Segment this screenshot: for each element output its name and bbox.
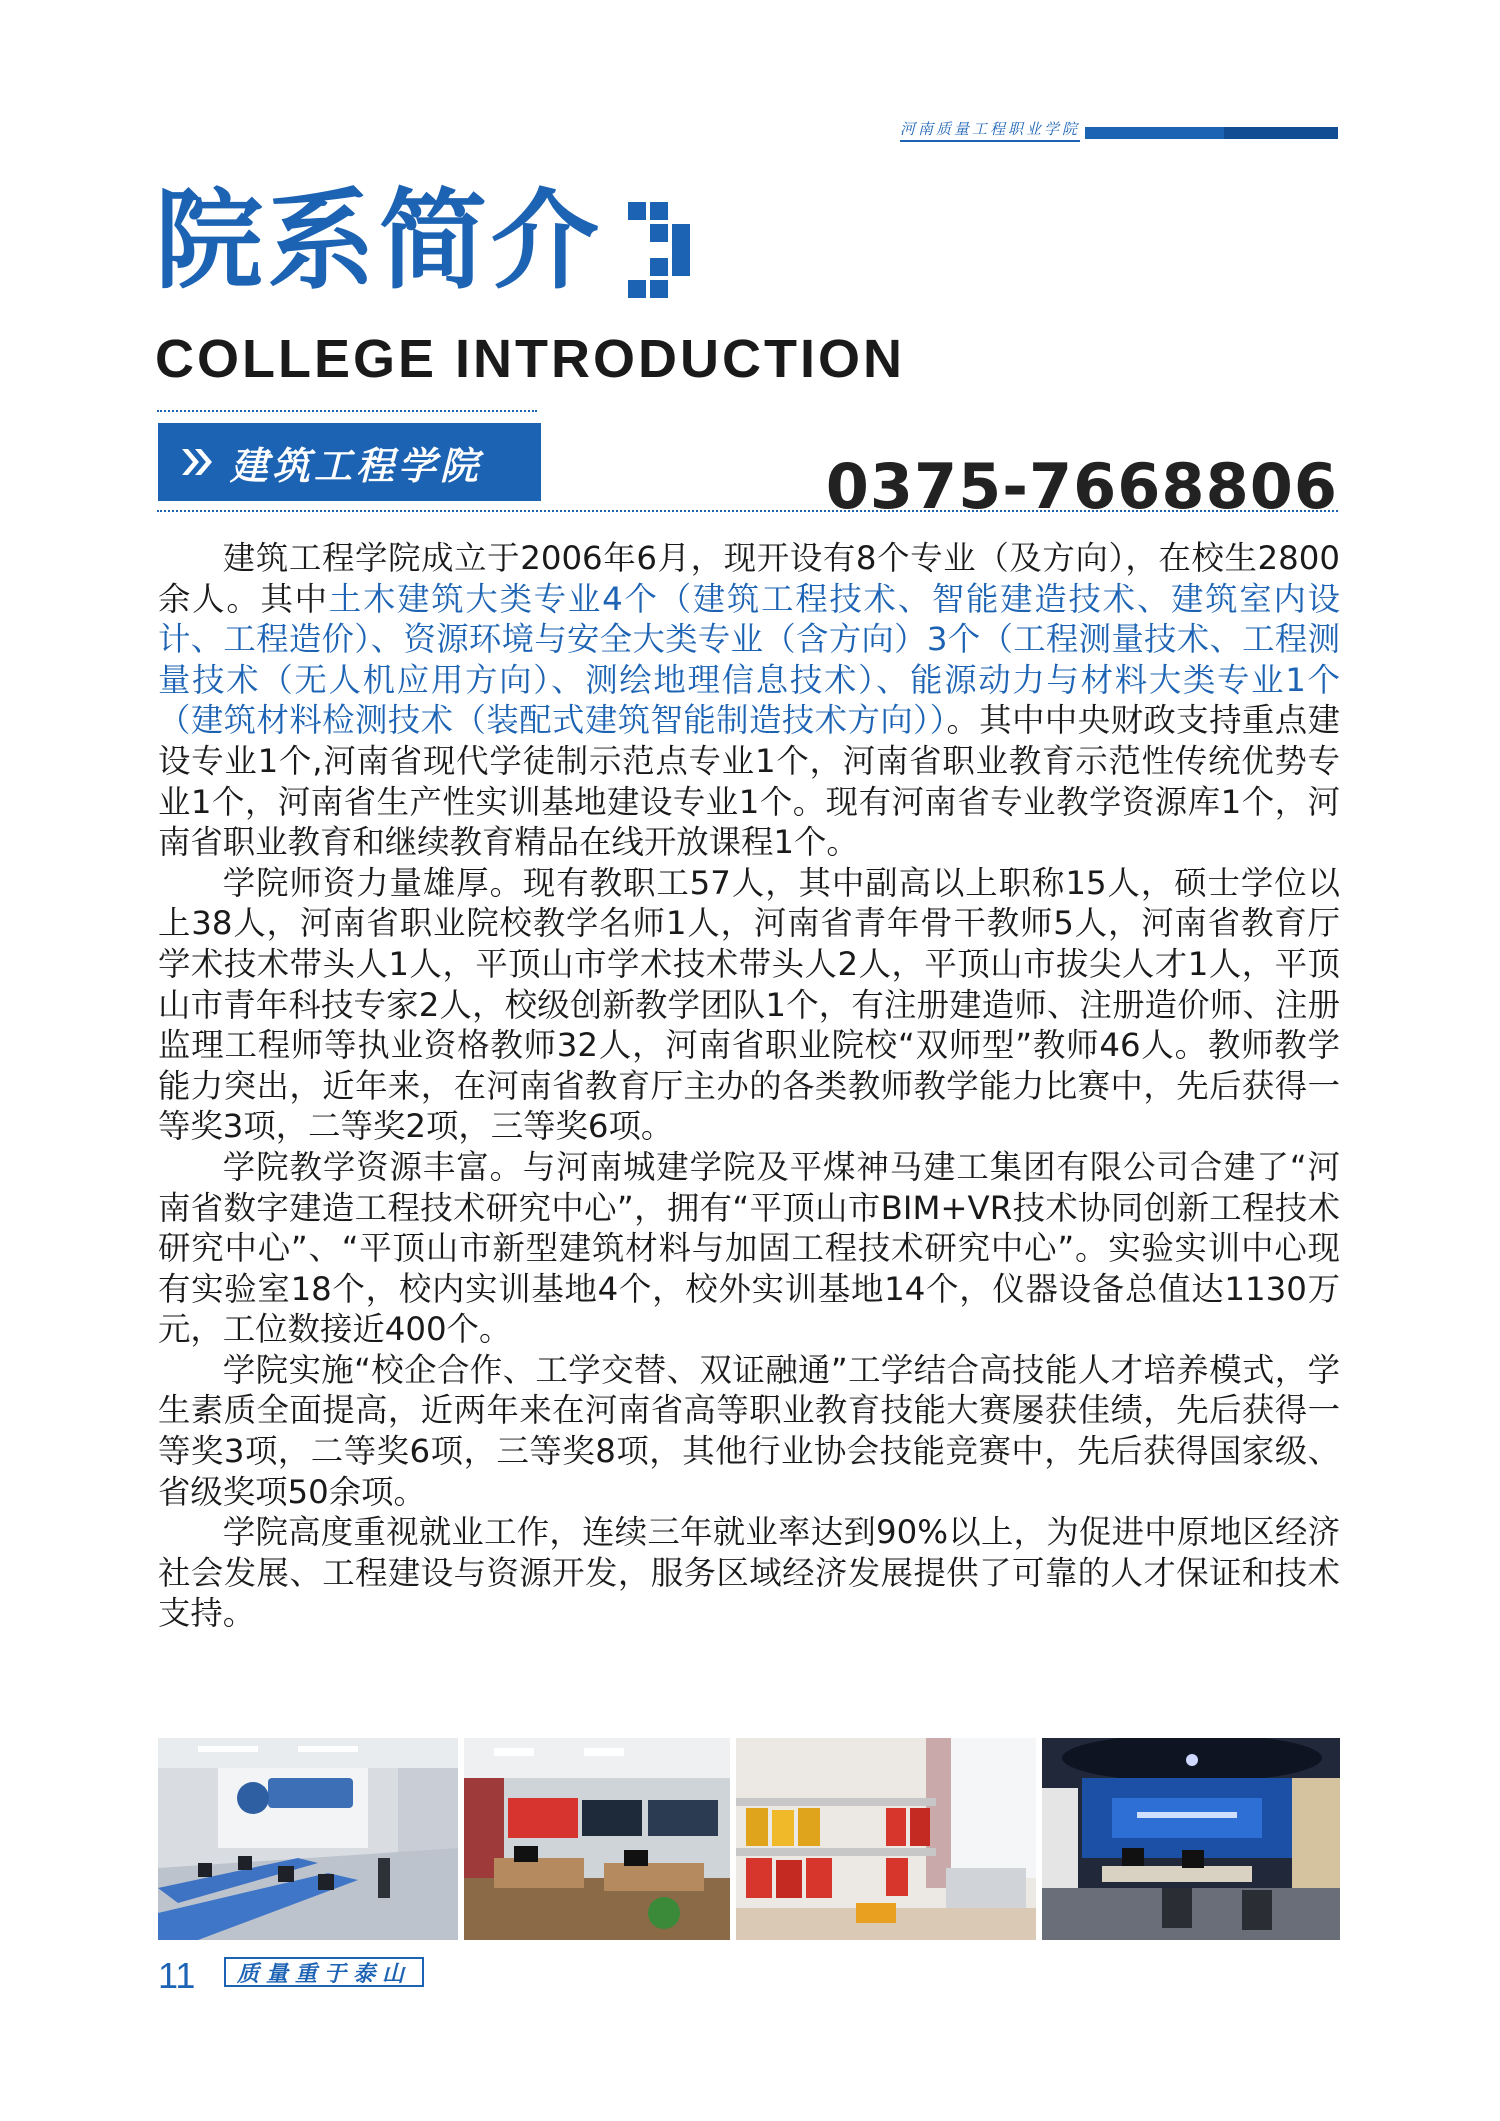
photo-smart-classroom: [464, 1738, 730, 1940]
dotted-divider-bottom: [157, 510, 1338, 512]
body-text: [158, 538, 1340, 1634]
paragraph-1-rest: 。其中中央财政支持重点建设专业1个,河南省现代学徒制示范点专业1个，河南省职业教育示范性传统优势专业1个，河南省生产性实训基地建设专业1个。现有河南省专业教学资源库1个，河南省职业教育和继续教育精品在线开放课程1个。: [158, 701, 1340, 862]
section-banner: [158, 423, 541, 501]
paragraph-1: [158, 538, 1340, 863]
paragraph-5: 学院高度重视就业工作，连续三年就业率达到90%以上，为促进中原地区经济社会发展、工程建设与资源开发，服务区域经济发展提供了可靠的人才保证和技术支持。: [158, 1513, 1340, 1633]
double-chevron-icon: [180, 447, 214, 477]
page-title-cn: 院系简介: [155, 179, 604, 304]
photo-digital-lab: [1042, 1738, 1340, 1940]
dotted-divider-top: [157, 410, 537, 412]
page-title-en: COLLEGE INTRODUCTION: [155, 329, 905, 389]
paragraph-1-majors-highlight: 土木建筑大类专业4个（建筑工程技术、智能建造技术、建筑室内设计、工程造价）、资源环境与安全大类专业（含方向）3个（工程测量技术、工程测量技术（无人机应用方向）、测绘地理信息技术）、能源动力与材料大类专业1个（建筑材料检测技术（装配式建筑智能制造技术方向））: [158, 579, 1341, 740]
paragraph-1-intro: 建筑工程学院成立于2006年6月，现开设有8个专业（及方向），在校生2800余人。其中: [158, 539, 1340, 618]
pixel-chevron-icon: [628, 202, 708, 298]
section-name: 建筑工程学院: [230, 442, 483, 488]
paragraph-4: 学院实施“校企合作、工学交替、双证融通”工学结合高技能人才培养模式，学生素质全面提高，近两年来在河南省高等职业教育技能大赛屡获佳绩，先后获得一等奖3项，二等奖6项，三等奖8项，其他行业协会技能竞赛中，先后获得国家级、省级奖项50余项。: [158, 1350, 1340, 1511]
photo-equipment-room: [736, 1738, 1036, 1940]
photo-strip: [158, 1738, 1340, 1940]
contact-phone: 0375-7668806: [825, 450, 1338, 523]
page-number: 11: [158, 1955, 196, 1996]
paragraph-2: 学院师资力量雄厚。现有教职工57人，其中副高以上职称15人，硕士学位以上38人，河南省职业院校教学名师1人，河南省青年骨干教师5人，河南省教育厅学术技术带头人1人，平顶山市学术技术带头人2人，平顶山市拔尖人才1人，平顶山市青年科技专家2人，校级创新教学团队1个，有注册建造师、注册造价师、注册监理工程师等执业资格教师32人，河南省职业院校“双师型”教师46人。教师教学能力突出，近年来，在河南省教育厅主办的各类教师教学能力比赛中，先后获得一等奖3项，二等奖2项，三等奖6项。: [158, 863, 1340, 1146]
school-name-header: 河南质量工程职业学院: [900, 118, 1080, 142]
header-accent-bar: [1085, 127, 1338, 139]
footer-motto: 质量重于泰山: [224, 1957, 424, 1987]
paragraph-3: 学院教学资源丰富。与河南城建学院及平煤神马建工集团有限公司合建了“河南省数字建造工程技术研究中心”，拥有“平顶山市BIM+VR技术协同创新工程技术研究中心”、“平顶山市新型建筑材料与加固工程技术研究中心”。实验实训中心现有实验室18个，校内实训基地4个，校外实训基地14个，仪器设备总值达1130万元，工位数接近400个。: [158, 1147, 1340, 1349]
photo-computer-lab: [158, 1738, 458, 1940]
